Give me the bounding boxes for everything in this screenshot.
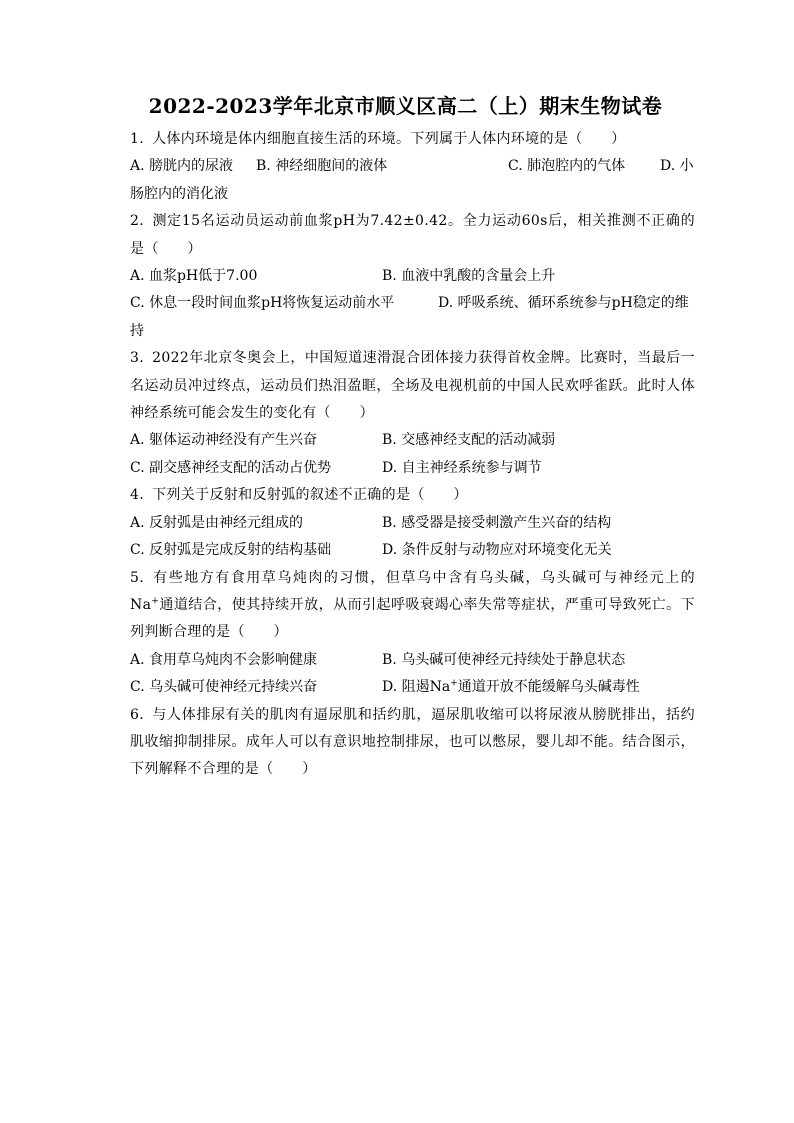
question-number: 3. xyxy=(130,350,145,367)
option-d: D. 自主神经系统参与调节 xyxy=(382,459,542,476)
option-a: A. 食用草乌炖肉不会影响健康 xyxy=(130,651,318,668)
option-a: A. 膀胱内的尿液 xyxy=(130,158,234,175)
question-options xyxy=(130,153,695,208)
option-b: B. 交感神经支配的活动减弱 xyxy=(382,432,556,449)
question-options xyxy=(130,290,695,345)
question-3 xyxy=(130,345,695,482)
option-d: D. 阻遏Na+通道开放不能缓解乌头碱毒性 xyxy=(382,678,640,696)
question-number: 1. xyxy=(130,131,145,147)
option-c: C. 乌头碱可使神经元持续兴奋 xyxy=(130,679,318,696)
question-2 xyxy=(130,208,695,345)
exam-title: 2022-2023学年北京市顺义区高二（上）期末生物试卷 xyxy=(148,94,663,118)
question-stem: 5. 有些地方有食用草乌炖肉的习惯，但草乌中含有乌头碱，乌头碱可与神经元上的Na+通道结合，使其持续开放，从而引起呼吸衰竭心率失常等症状，严重可导致死亡。下列判断合理的是（ ） xyxy=(130,569,695,641)
question-options xyxy=(130,427,695,482)
option-c: C. 反射弧是完成反射的结构基础 xyxy=(130,542,332,559)
exam-page xyxy=(130,92,695,784)
option-c: C. 休息一段时间血浆pH将恢复运动前水平 xyxy=(130,295,395,312)
option-b: B. 乌头碱可使神经元持续处于静息状态 xyxy=(382,651,626,668)
option-a: A. 躯体运动神经没有产生兴奋 xyxy=(130,432,318,449)
option-d: D. 呼吸系统、循环系统参与pH稳定的维持 xyxy=(130,295,689,339)
option-b: B. 感受器是接受刺激产生兴奋的结构 xyxy=(382,514,612,531)
option-b: B. 神经细胞间的液体 xyxy=(256,158,388,175)
question-options xyxy=(130,510,695,565)
question-stem: 2. 测定15名运动员运动前血浆pH为7.42±0.42。全力运动60s后，相关推测不正确的是（ ） xyxy=(130,213,695,257)
question-number: 2. xyxy=(130,213,145,230)
question-options xyxy=(130,647,695,702)
option-b: B. 血液中乳酸的含量会上升 xyxy=(382,268,556,285)
question-stem: 3. 2022年北京冬奥会上，中国短道速滑混合团体接力获得首枚金牌。比赛时，当最后一名运动员冲过终点，运动员们热泪盈眶，全场及电视机前的中国人民欢呼雀跃。此时人体神经系统可能会发生的变化有（ ） xyxy=(130,350,695,422)
option-a: A. 反射弧是由神经元组成的 xyxy=(130,514,304,531)
question-6 xyxy=(130,702,695,784)
option-a: A. 血浆pH低于7.00 xyxy=(130,268,258,285)
question-number: 4. xyxy=(130,487,145,504)
option-d: D. 条件反射与动物应对环境变化无关 xyxy=(382,542,612,559)
question-stem: 4. 下列关于反射和反射弧的叙述不正确的是（ ） xyxy=(130,487,468,504)
question-options xyxy=(130,263,695,290)
question-4 xyxy=(130,482,695,564)
option-c: C. 副交感神经支配的活动占优势 xyxy=(130,459,332,476)
question-1 xyxy=(130,126,695,208)
question-number: 6. xyxy=(130,706,145,723)
question-number: 5. xyxy=(130,569,145,586)
option-c: C. 肺泡腔内的气体 xyxy=(508,158,626,175)
question-stem: 1. 人体内环境是体内细胞直接生活的环境。下列属于人体内环境的是（ ） xyxy=(130,131,626,147)
option-d: D. 小肠腔内的消化液 xyxy=(130,158,694,202)
question-stem: 6. 与人体排尿有关的肌肉有逼尿肌和括约肌，逼尿肌收缩可以将尿液从膀胱排出，括约肌收缩抑制排尿。成年人可以有意识地控制排尿，也可以憋尿，婴儿却不能。结合图示，下列解释不合理的是（ ） xyxy=(130,706,695,778)
question-5 xyxy=(130,565,695,702)
